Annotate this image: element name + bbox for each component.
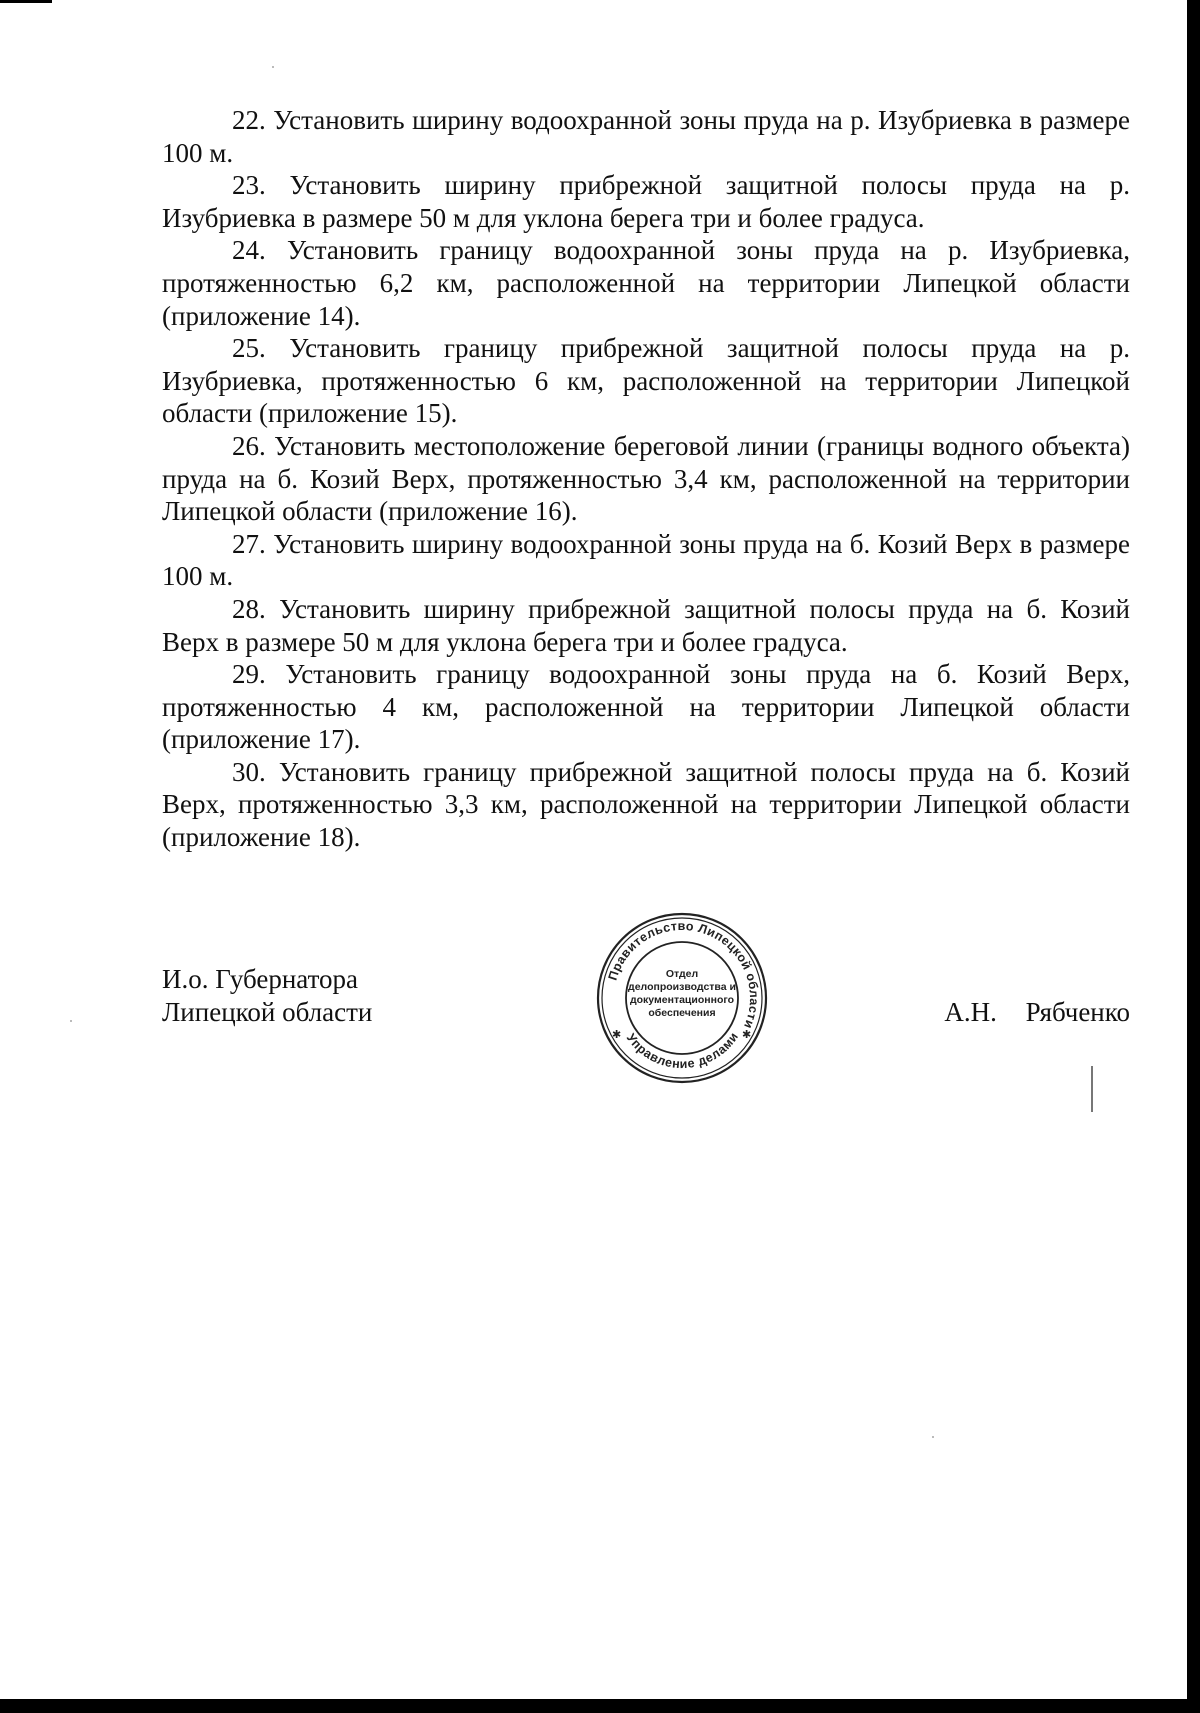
scan-edge-right — [1187, 0, 1200, 1713]
paragraph-text: Установить ширину прибрежной защитной полосы пруда на б. Козий Верх в размере 50 м для уклона берега три и более градуса. — [162, 593, 1130, 657]
paragraph-number: 24. — [232, 235, 266, 266]
scan-speck — [932, 1436, 934, 1438]
stamp-center-line-2: делопроизводства и — [628, 981, 736, 993]
paragraph-text: Установить ширину водоохранной зоны пруда на б. Козий Верх в размере 100 м. — [162, 528, 1130, 592]
position-line-2: Липецкой области — [162, 997, 373, 1027]
paragraph-22 — [162, 104, 1130, 169]
stamp-star-right: ✱ — [742, 1028, 752, 1041]
paragraph-text: Установить ширину водоохранной зоны пруда на р. Изубриевка в размере 100 м. — [162, 105, 1131, 168]
paragraph-text: Установить границу прибрежной защитной полосы пруда на р. Изубриевка, протяженностью 6 км, расположенной на территории Липецкой области (приложение 15). — [162, 333, 1131, 429]
stamp-center-text — [624, 968, 740, 1020]
stamp-center-line-3: документационного — [629, 994, 735, 1006]
signatory-position — [162, 963, 372, 1029]
paragraph-number: 27. — [232, 528, 266, 559]
scan-margin-line — [1091, 1066, 1093, 1112]
paragraph-number: 29. — [232, 659, 266, 690]
document-body — [162, 104, 1130, 854]
paragraph-number: 22. — [232, 105, 266, 135]
paragraph-text: Установить границу водоохранной зоны пруда на р. Изубриевка, протяженностью 6,2 км, расположенной на территории Липецкой области (приложение 14). — [162, 235, 1130, 331]
paragraph-23 — [162, 169, 1130, 234]
scan-edge-top — [0, 0, 52, 3]
paragraph-text: Установить границу прибрежной защитной полосы пруда на б. Козий Верх, протяженностью 3,3 км, расположенной на территории Липецкой области (приложение 18). — [162, 756, 1131, 853]
stamp-center-line-1: Отдел — [665, 968, 699, 980]
paragraph-text: Установить границу водоохранной зоны пруда на б. Козий Верх, протяженностью 4 км, расположенной на территории Липецкой области (приложение 17). — [162, 659, 1130, 755]
paragraph-number: 25. — [232, 333, 266, 364]
paragraph-26 — [162, 430, 1130, 528]
position-line-1: И.о. Губернатора — [162, 964, 359, 994]
scan-speck — [272, 66, 274, 68]
paragraph-24 — [162, 234, 1130, 332]
paragraph-number: 26. — [232, 430, 266, 461]
stamp-star-left: ✱ — [612, 1028, 622, 1041]
paragraph-29 — [162, 658, 1130, 756]
paragraph-number: 28. — [232, 593, 266, 624]
paragraph-number: 30. — [232, 756, 266, 787]
paragraph-text: Установить местоположение береговой линии (границы водного объекта) пруда на б. Козий Верх, протяженностью 3,4 км, расположенной на территории Липецкой области (приложение 16). — [162, 430, 1131, 527]
stamp-ring-text-top: Правительство Липецкой области — [605, 918, 762, 1031]
official-stamp — [594, 910, 770, 1086]
paragraph-number: 23. — [232, 170, 266, 201]
paragraph-28 — [162, 593, 1130, 658]
paragraph-30 — [162, 756, 1130, 854]
scan-edge-bottom — [0, 1699, 1200, 1713]
paragraph-text: Установить ширину прибрежной защитной полосы пруда на р. Изубриевка в размере 50 м для уклона берега три и более градуса. — [162, 170, 1130, 233]
signatory-name: А.Н. Рябченко — [944, 997, 1130, 1027]
paragraph-25 — [162, 332, 1130, 430]
stamp-center-line-4: обеспечения — [648, 1007, 716, 1019]
stamp-ring-text-bottom: Управление делами — [623, 1029, 742, 1072]
paragraph-27 — [162, 528, 1130, 593]
scan-speck — [70, 1020, 72, 1022]
